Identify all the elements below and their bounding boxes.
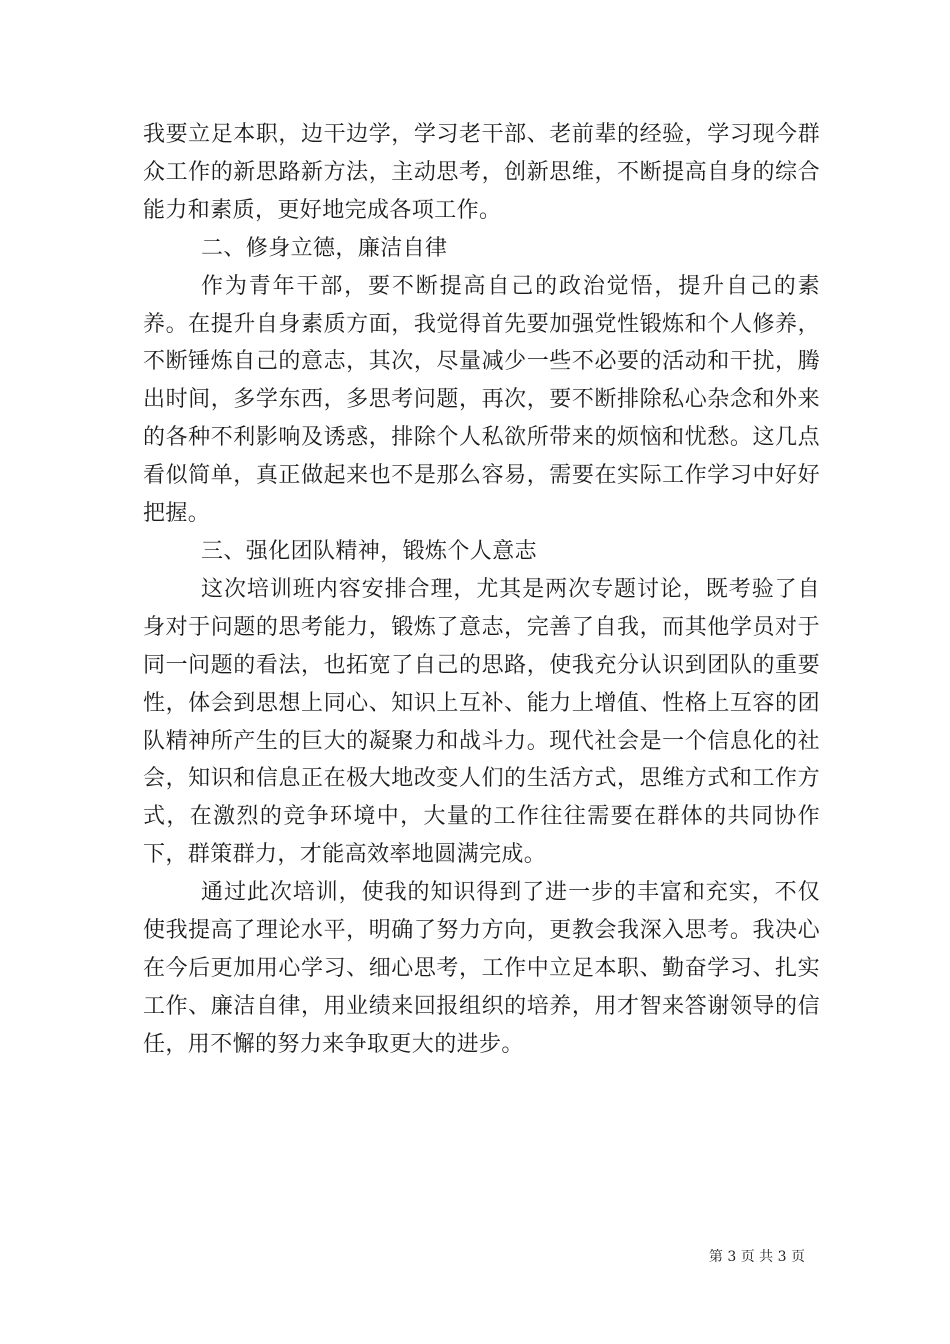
paragraph-continuation: 我要立足本职，边干边学，学习老干部、老前辈的经验，学习现今群众工作的新思路新方法，主动思考，创新思维，不断提高自身的综合能力和素质，更好地完成各项工作。 [143, 122, 820, 223]
document-body [143, 116, 820, 1064]
section-heading-2: 二、修身立德，廉洁自律 [201, 235, 448, 261]
page-number-footer: 第 3 页 共 3 页 [708, 1249, 805, 1265]
paragraph-self-discipline: 作为青年干部，要不断提高自己的政治觉悟，提升自己的素养。在提升自身素质方面，我觉得首先要加强党性锻炼和个人修养，不断锤炼自己的意志，其次，尽量减少一些不必要的活动和干扰，腾出时间，多学东西，多思考问题，再次，要不断排除私心杂念和外来的各种不利影响及诱惑，排除个人私欲所带来的烦恼和忧愁。这几点看似简单，真正做起来也不是那么容易，需要在实际工作学习中好好把握。 [143, 273, 820, 527]
section-heading-3: 三、强化团队精神，锻炼个人意志 [201, 538, 538, 564]
paragraph-team-spirit: 这次培训班内容安排合理，尤其是两次专题讨论，既考验了自身对于问题的思考能力，锻炼了意志，完善了自我，而其他学员对于同一问题的看法，也拓宽了自己的思路，使我充分认识到团队的重要性，体会到思想上同心、知识上互补、能力上增值、性格上互容的团队精神所产生的巨大的凝聚力和战斗力。现代社会是一个信息化的社会，知识和信息正在极大地改变人们的生活方式，思维方式和工作方式，在激烈的竞争环境中，大量的工作往往需要在群体的共同协作下，群策群力，才能高效率地圆满完成。 [143, 576, 820, 868]
paragraph-conclusion: 通过此次培训，使我的知识得到了进一步的丰富和充实，不仅使我提高了理论水平，明确了努力方向，更教会我深入思考。我决心在今后更加用心学习、细心思考，工作中立足本职、勤奋学习、扎实工作、廉洁自律，用业绩来回报组织的培养，用才智来答谢领导的信任，用不懈的努力来争取更大的进步。 [143, 880, 820, 1057]
